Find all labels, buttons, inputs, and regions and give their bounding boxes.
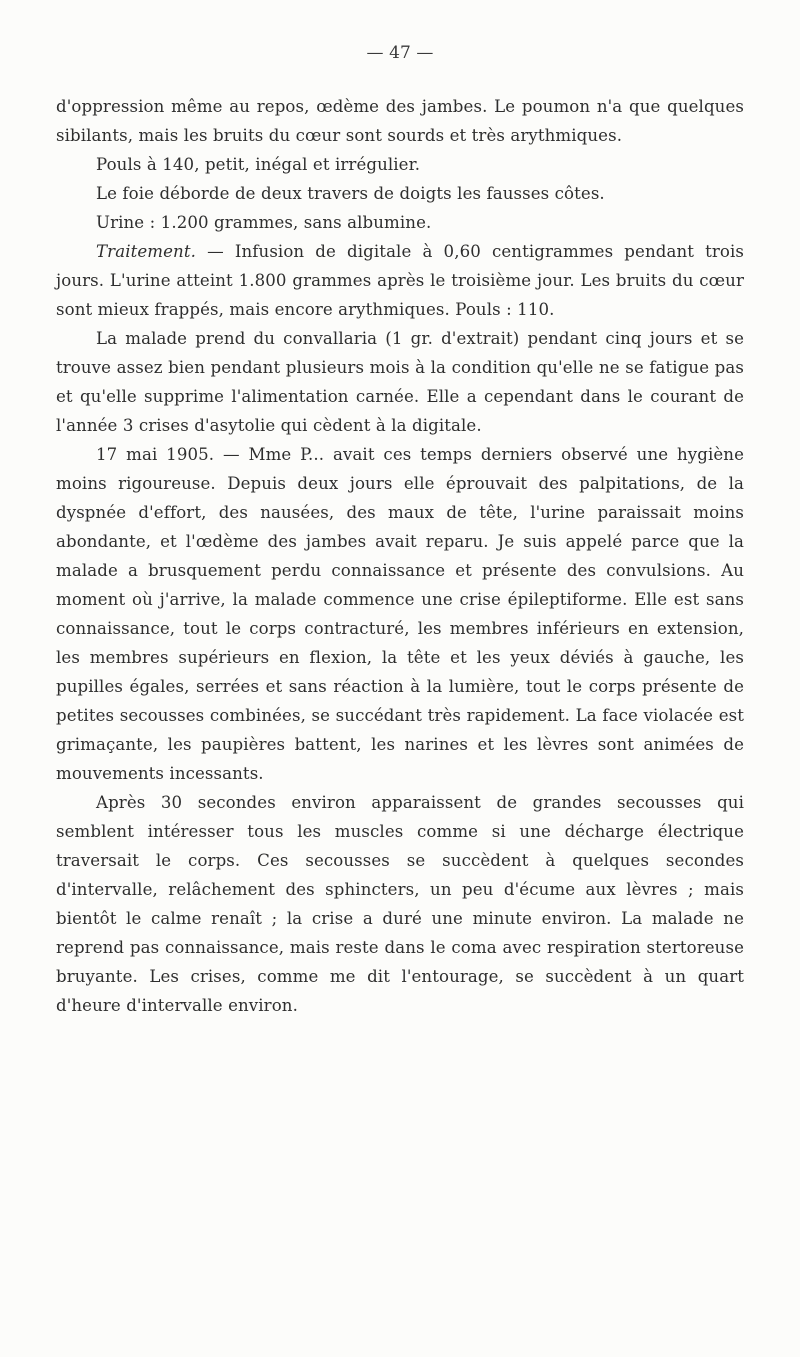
paragraph-foie: Le foie déborde de deux travers de doigts les fausses côtes. [96, 184, 605, 203]
traitement-text: — Infusion de digitale à 0,60 centigrammes pendant trois jours. L'urine atteint 1.800 grammes après le troisième jour. Les bruits du cœur sont mieux frappés, mais encore arythmiques. Pouls : 110. [56, 242, 744, 319]
paragraph-convallaria: La malade prend du convallaria (1 gr. d'extrait) pendant cinq jours et se trouve assez bien pendant plusieurs mois à la condition qu'elle ne se fatigue pas et qu'elle supprime l'alimentation carnée. Elle a cependant dans le courant de l'année 3 crises d'asytolie qui cèdent à la digitale. [56, 329, 744, 435]
traitement-heading: Traitement. [96, 242, 196, 261]
document-page [56, 40, 744, 1020]
paragraph-oppression: d'oppression même au repos, œdème des jambes. Le poumon n'a que quelques sibilants, mais les bruits du cœur sont sourds et très arythmiques. [56, 97, 744, 145]
paragraph-pouls: Pouls à 140, petit, inégal et irrégulier. [96, 155, 421, 174]
paragraph-urine: Urine : 1.200 grammes, sans albumine. [96, 213, 432, 232]
paragraph-17-mai: 17 mai 1905. — Mme P... avait ces temps derniers observé une hygiène moins rigoureuse. Depuis deux jours elle éprouvait des palpitations, de la dyspnée d'effort, des nausées, des maux de tête, l'urine paraissait moins abondante, et l'œdème des jambes avait reparu. Je suis appelé parce que la malade a brusquement perdu connaissance et présente des convulsions. Au moment où j'arrive, la malade commence une crise épileptiforme. Elle est sans connaissance, tout le corps contracturé, les membres inférieurs en extension, les membres supérieurs en flexion, la tête et les yeux déviés à gauche, les pupilles égales, serrées et sans réaction à la lumière, tout le corps présente de petites secousses combinées, se succédant très rapidement. La face violacée est grimaçante, les paupières battent, les narines et les lèvres sont animées de mouvements incessants. [56, 445, 744, 783]
paragraph-traitement [56, 237, 744, 324]
paragraph-apres-30-secondes: Après 30 secondes environ apparaissent de grandes secousses qui semblent intéresser tous les muscles comme si une décharge électrique traversait le corps. Ces secousses se succèdent à quelques secondes d'intervalle, relâchement des sphincters, un peu d'écume aux lèvres ; mais bientôt le calme renaît ; la crise a duré une minute environ. La malade ne reprend pas connaissance, mais reste dans le coma avec respiration stertoreuse bruyante. Les crises, comme me dit l'entourage, se succèdent à un quart d'heure d'intervalle environ. [56, 793, 744, 1015]
page-number: — 47 — [366, 43, 434, 63]
